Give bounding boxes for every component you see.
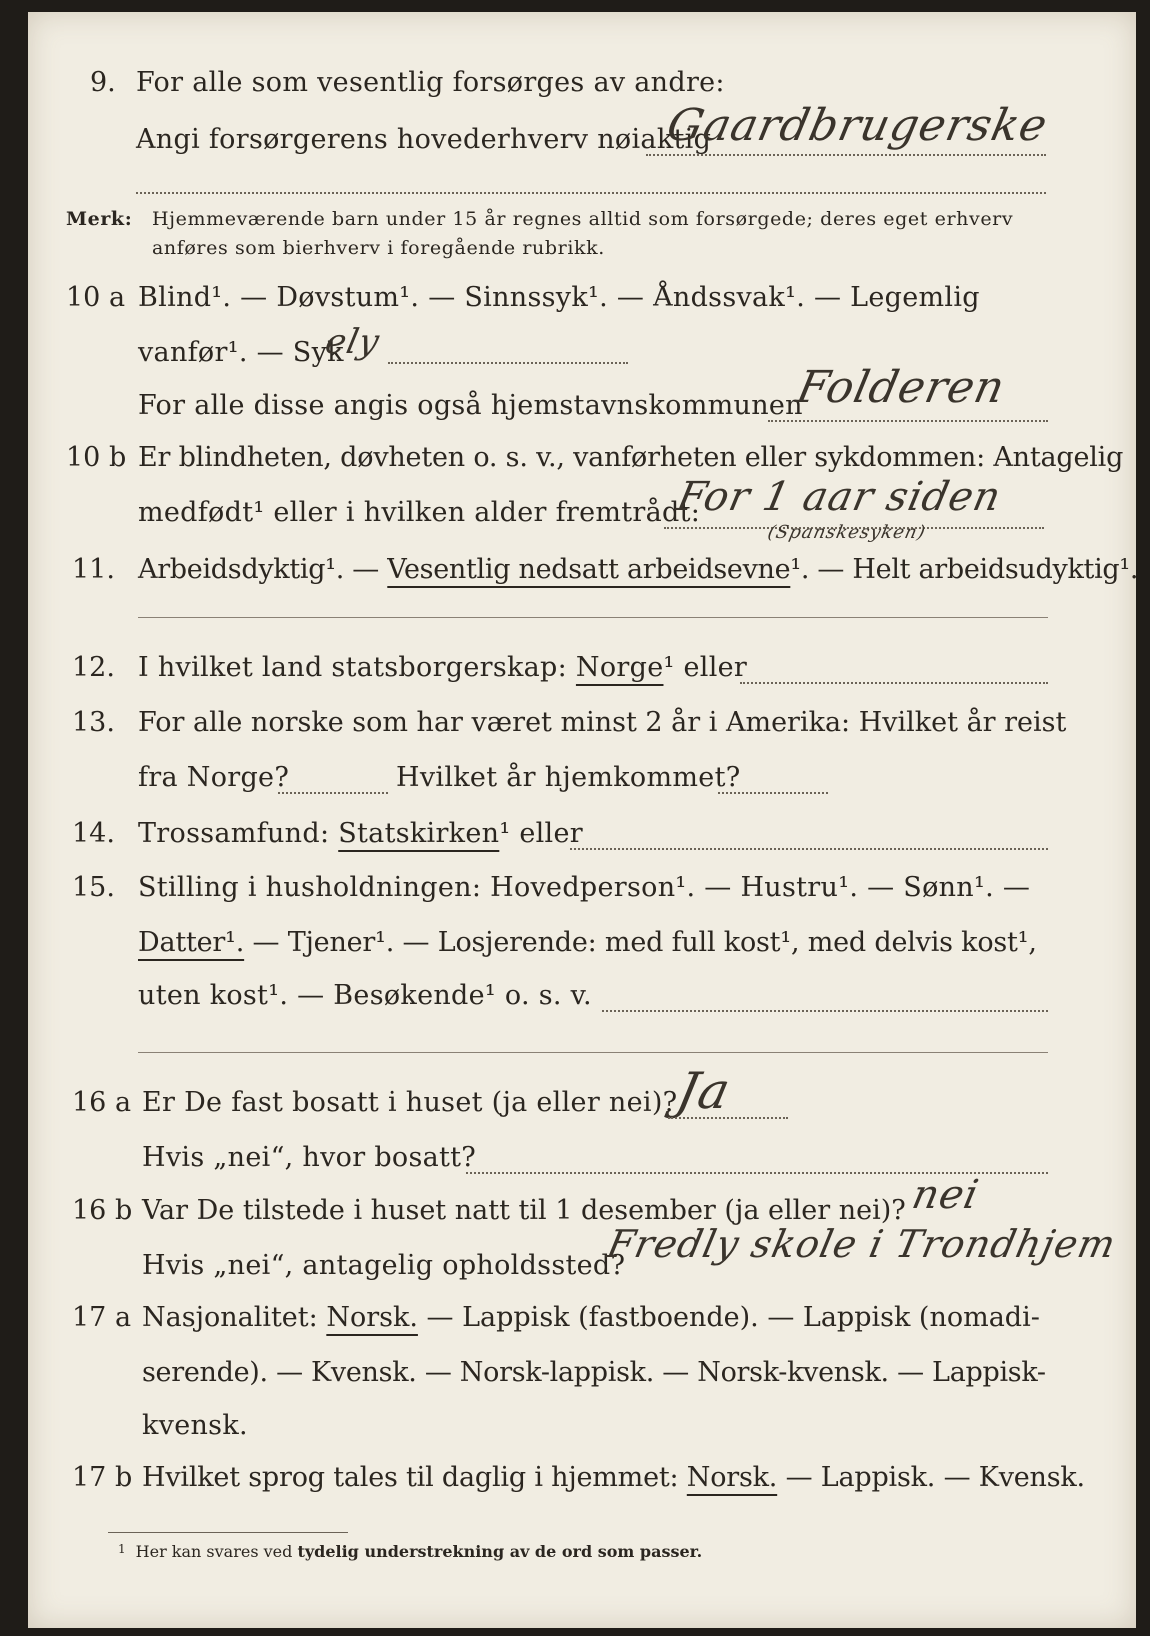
- q10a-line3: For alle disse angis også hjemstavnskommunen: [138, 390, 803, 421]
- merk-line2: anføres som bierhverv i foregående rubrikk.: [152, 237, 605, 259]
- q16a-answer-line: [668, 1117, 788, 1119]
- q12-answer-line: [740, 682, 1048, 684]
- q16a-line2: Hvis „nei“, hvor bosatt?: [142, 1142, 477, 1173]
- q11-option-udyktig: ¹. — Helt arbeidsudyktig¹.: [790, 554, 1139, 585]
- q15-line3: uten kost¹. — Besøkende¹ o. s. v.: [138, 980, 592, 1011]
- q12-question: I hvilket land statsborgerskap:: [138, 652, 576, 683]
- q10a-line1: Blind¹. — Døvstum¹. — Sinnssyk¹. — Åndssvak¹. — Legemlig: [138, 282, 980, 313]
- item-number-10a: 10 a: [66, 282, 126, 313]
- item-number-15: 15.: [72, 872, 115, 903]
- q11-option-nedsatt-selected: Vesentlig nedsatt arbeidsevne: [387, 554, 791, 585]
- q15-extra-line: [138, 1052, 1048, 1053]
- q9-handwritten-answer: Gaardbrugerske: [662, 100, 1053, 151]
- q10b-line1: Er blindheten, døvheten o. s. v., vanførheten eller sykdommen: Antagelig: [138, 442, 1124, 473]
- census-form-page: [28, 12, 1139, 1628]
- q17b-line: [142, 1462, 1085, 1493]
- q10a-line2: vanfør¹. — Syk: [138, 337, 344, 368]
- item-number-9: 9.: [90, 67, 116, 98]
- q17b-norsk-selected: Norsk.: [686, 1462, 778, 1493]
- q10b-handwritten-note: (Spanskesyken): [765, 522, 928, 543]
- q17a-line2: serende). — Kvensk. — Norsk-lappisk. — Norsk-kvensk. — Lappisk-: [142, 1357, 1046, 1388]
- footnote-mark: 1: [118, 1542, 126, 1556]
- q16b-handwritten-answer1: nei: [908, 1172, 984, 1218]
- q10a-syk-line: [388, 362, 628, 364]
- item-number-17a: 17 a: [72, 1302, 132, 1333]
- q16a-line1: Er De fast bosatt i huset (ja eller nei)?: [142, 1087, 678, 1118]
- item-number-16b: 16 b: [72, 1195, 133, 1226]
- q13-reist-line: [278, 792, 388, 794]
- q13-line1: For alle norske som har været minst 2 år i Amerika: Hvilket år reist: [138, 707, 1067, 738]
- q14-line: [138, 818, 583, 849]
- q14-answer-line: [570, 848, 1048, 850]
- footnote-rule: [108, 1532, 348, 1533]
- merk-line1: Hjemmeværende barn under 15 år regnes alltid som forsørgede; deres eget erhverv: [152, 208, 1014, 230]
- q11-options: [138, 554, 1138, 585]
- footnote: [118, 1542, 702, 1561]
- item-number-14: 14.: [72, 818, 115, 849]
- q13-hjem-line: [718, 792, 828, 794]
- q11-extra-line: [138, 617, 1048, 618]
- q9-line1: For alle som vesentlig forsørges av andre:: [136, 67, 725, 98]
- q16b-handwritten-answer2: Fredly skole i Trondhjem: [603, 1222, 1121, 1266]
- q13-line2b: Hvilket år hjemkommet?: [396, 762, 741, 793]
- item-number-17b: 17 b: [72, 1462, 133, 1493]
- item-number-10b: 10 b: [66, 442, 127, 473]
- footnote-bold-text: tydelig understrekning av de ord som passer.: [297, 1542, 703, 1561]
- item-number-16a: 16 a: [72, 1087, 132, 1118]
- q11-option-dyktig: Arbeidsdyktig¹. —: [138, 554, 388, 585]
- q17a-question: Nasjonalitet:: [142, 1302, 327, 1333]
- q14-statskirken-selected: Statskirken: [338, 818, 500, 849]
- q10a-hjem-line: [768, 420, 1048, 422]
- item-number-13: 13.: [72, 707, 115, 738]
- q15-line2: [138, 927, 1037, 958]
- q9-extra-line: [136, 192, 1046, 194]
- q9-line2: Angi forsørgerens hovederhverv nøiaktig: [136, 124, 712, 155]
- q12-line: [138, 652, 747, 683]
- q14-question: Trossamfund:: [138, 818, 339, 849]
- q12-eller: ¹ eller: [663, 652, 748, 683]
- q15-line1: Stilling i husholdningen: Hovedperson¹. — Hustru¹. — Sønn¹. —: [138, 872, 1031, 903]
- q17a-line3: kvensk.: [142, 1410, 248, 1441]
- q10a-handwritten-hjemstavn: Folderen: [792, 362, 1010, 413]
- q17a-line1: [142, 1302, 1040, 1333]
- item-number-11: 11.: [72, 554, 115, 585]
- q17b-question: Hvilket sprog tales til daglig i hjemmet:: [142, 1462, 687, 1493]
- q10b-line2: medfødt¹ eller i hvilken alder fremtrådt:: [138, 497, 701, 528]
- q13-line2a: fra Norge?: [138, 762, 290, 793]
- q17b-options-rest: — Lappisk. — Kvensk.: [777, 1462, 1085, 1493]
- q17a-options-rest: — Lappisk (fastboende). — Lappisk (nomadi-: [417, 1302, 1040, 1333]
- q16b-line1: Var De tilstede i huset natt til 1 desember (ja eller nei)?: [142, 1195, 906, 1226]
- q9-answer-line: [646, 154, 1046, 156]
- footnote-text: Her kan svares ved: [135, 1542, 298, 1561]
- q16b-line2: Hvis „nei“, antagelig opholdssted?: [142, 1250, 626, 1281]
- q12-norge-selected: Norge: [575, 652, 664, 683]
- q15-datter-selected: Datter¹.: [138, 927, 245, 958]
- q16a-handwritten-answer: Ja: [671, 1062, 737, 1120]
- q10a-handwritten-syk: ely: [321, 322, 384, 362]
- q17a-norsk-selected: Norsk.: [326, 1302, 418, 1333]
- q10b-handwritten-answer: For 1 aar siden: [673, 474, 1006, 520]
- item-number-12: 12.: [72, 652, 115, 683]
- q15-line2-rest: — Tjener¹. — Losjerende: med full kost¹, med delvis kost¹,: [244, 927, 1037, 958]
- q14-eller: ¹ eller: [499, 818, 583, 849]
- merk-label: Merk:: [66, 208, 133, 230]
- q15-answer-line: [602, 1010, 1048, 1012]
